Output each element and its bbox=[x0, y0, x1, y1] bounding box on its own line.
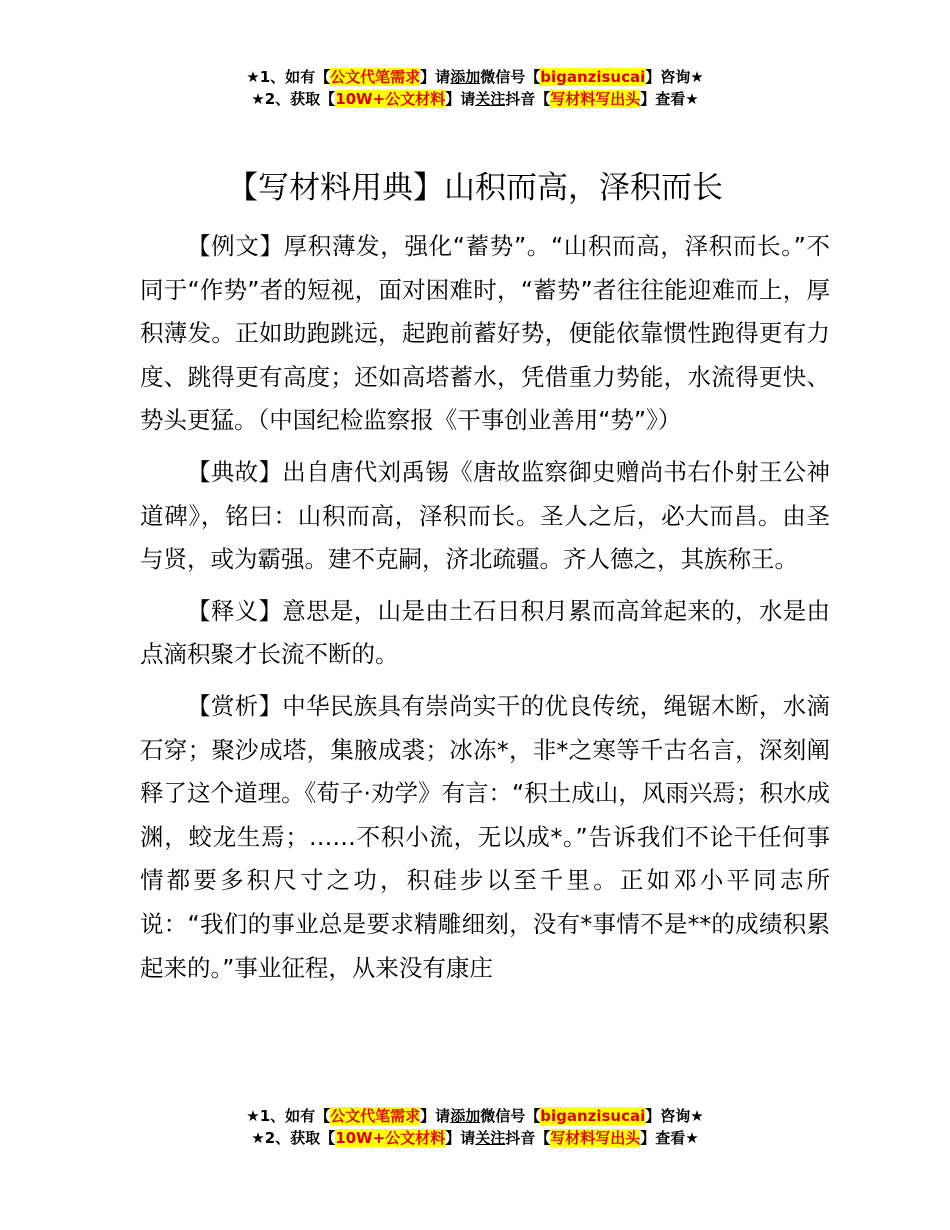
banner-text: 微信号【 bbox=[480, 1107, 541, 1125]
highlight-douyin-account: 写材料写出头 bbox=[550, 1129, 641, 1147]
banner-line-1 bbox=[0, 66, 950, 88]
highlight-douyin-account: 写材料写出头 bbox=[550, 90, 641, 108]
banner-text: 抖音【 bbox=[505, 1129, 551, 1147]
banner-underlined-text: 添加 bbox=[450, 1107, 481, 1125]
banner-text: 】请 bbox=[445, 1129, 476, 1147]
banner-text: 】请 bbox=[420, 1107, 451, 1125]
highlight-service: 公文代笔需求 bbox=[330, 68, 421, 86]
banner-text: 抖音【 bbox=[505, 90, 551, 108]
banner-text: 】请 bbox=[445, 90, 476, 108]
banner-line-1 bbox=[0, 1105, 950, 1127]
paragraph-origin: 【典故】出自唐代刘禹锡《唐故监察御史赠尚书右仆射王公神道碑》，铭曰：山积而高，泽积而长。圣人之后，必大而昌。由圣与贤，或为霸强。建不克嗣，济北疏疆。齐人德之，其族称王。 bbox=[140, 457, 830, 574]
highlight-materials: 10W+公文材料 bbox=[335, 90, 446, 108]
banner-text: 】咨询★ bbox=[645, 68, 704, 86]
banner-underlined-text: 关注 bbox=[475, 1129, 506, 1147]
banner-line-2 bbox=[0, 1127, 950, 1149]
banner-underlined-text: 添加 bbox=[450, 68, 481, 86]
highlight-wechat-id: biganzisucai bbox=[540, 68, 646, 86]
banner-text: 】请 bbox=[420, 68, 451, 86]
banner-line-2 bbox=[0, 88, 950, 110]
banner-underlined-text: 关注 bbox=[475, 90, 506, 108]
highlight-materials: 10W+公文材料 bbox=[335, 1129, 446, 1147]
paragraph-appreciation: 【赏析】中华民族具有崇尚实干的优良传统，绳锯木断，水滴石穿；聚沙成塔，集腋成裘；冰冻*，非*之寒等千古名言，深刻阐释了这个道理。《荀子·劝学》有言：“积土成山，风雨兴焉；积水成渊，蛟龙生焉；……不积小流，无以成*。”告诉我们不论干任何事情都要多积尺寸之功，积硅步以至千里。正如邓小平同志所说：“我们的事业总是要求精雕细刻，没有*事情不是**的成绩积累起来的。”事业征程，从来没有康庄 bbox=[140, 691, 830, 982]
highlight-service: 公文代笔需求 bbox=[330, 1107, 421, 1125]
footer-banner bbox=[0, 1105, 950, 1149]
banner-text: 】查看★ bbox=[640, 90, 699, 108]
paragraph-example: 【例文】厚积薄发，强化“蓄势”。“山积而高，泽积而长。”不同于“作势”者的短视，面对困难时，“蓄势”者往往能迎难而上，厚积薄发。正如助跑跳远，起跑前蓄好势，便能依靠惯性跑得更有力度、跳得更有高度；还如高塔蓄水，凭借重力势能，水流得更快、势头更猛。（中国纪检监察报《干事创业善用“势”》） bbox=[140, 232, 830, 435]
banner-text: ★2、获取【 bbox=[251, 1129, 336, 1147]
paragraph-meaning: 【释义】意思是，山是由土石日积月累而高耸起来的，水是由点滴积聚才长流不断的。 bbox=[140, 596, 830, 669]
document-body bbox=[140, 225, 830, 998]
banner-text: ★1、如有【 bbox=[246, 68, 331, 86]
banner-text: 】查看★ bbox=[640, 1129, 699, 1147]
banner-text: ★2、获取【 bbox=[251, 90, 336, 108]
header-banner bbox=[0, 66, 950, 110]
banner-text: 微信号【 bbox=[480, 68, 541, 86]
highlight-wechat-id: biganzisucai bbox=[540, 1107, 646, 1125]
document-title: 【写材料用典】山积而高，泽积而长 bbox=[227, 170, 723, 206]
banner-text: 】咨询★ bbox=[645, 1107, 704, 1125]
banner-text: ★1、如有【 bbox=[246, 1107, 331, 1125]
